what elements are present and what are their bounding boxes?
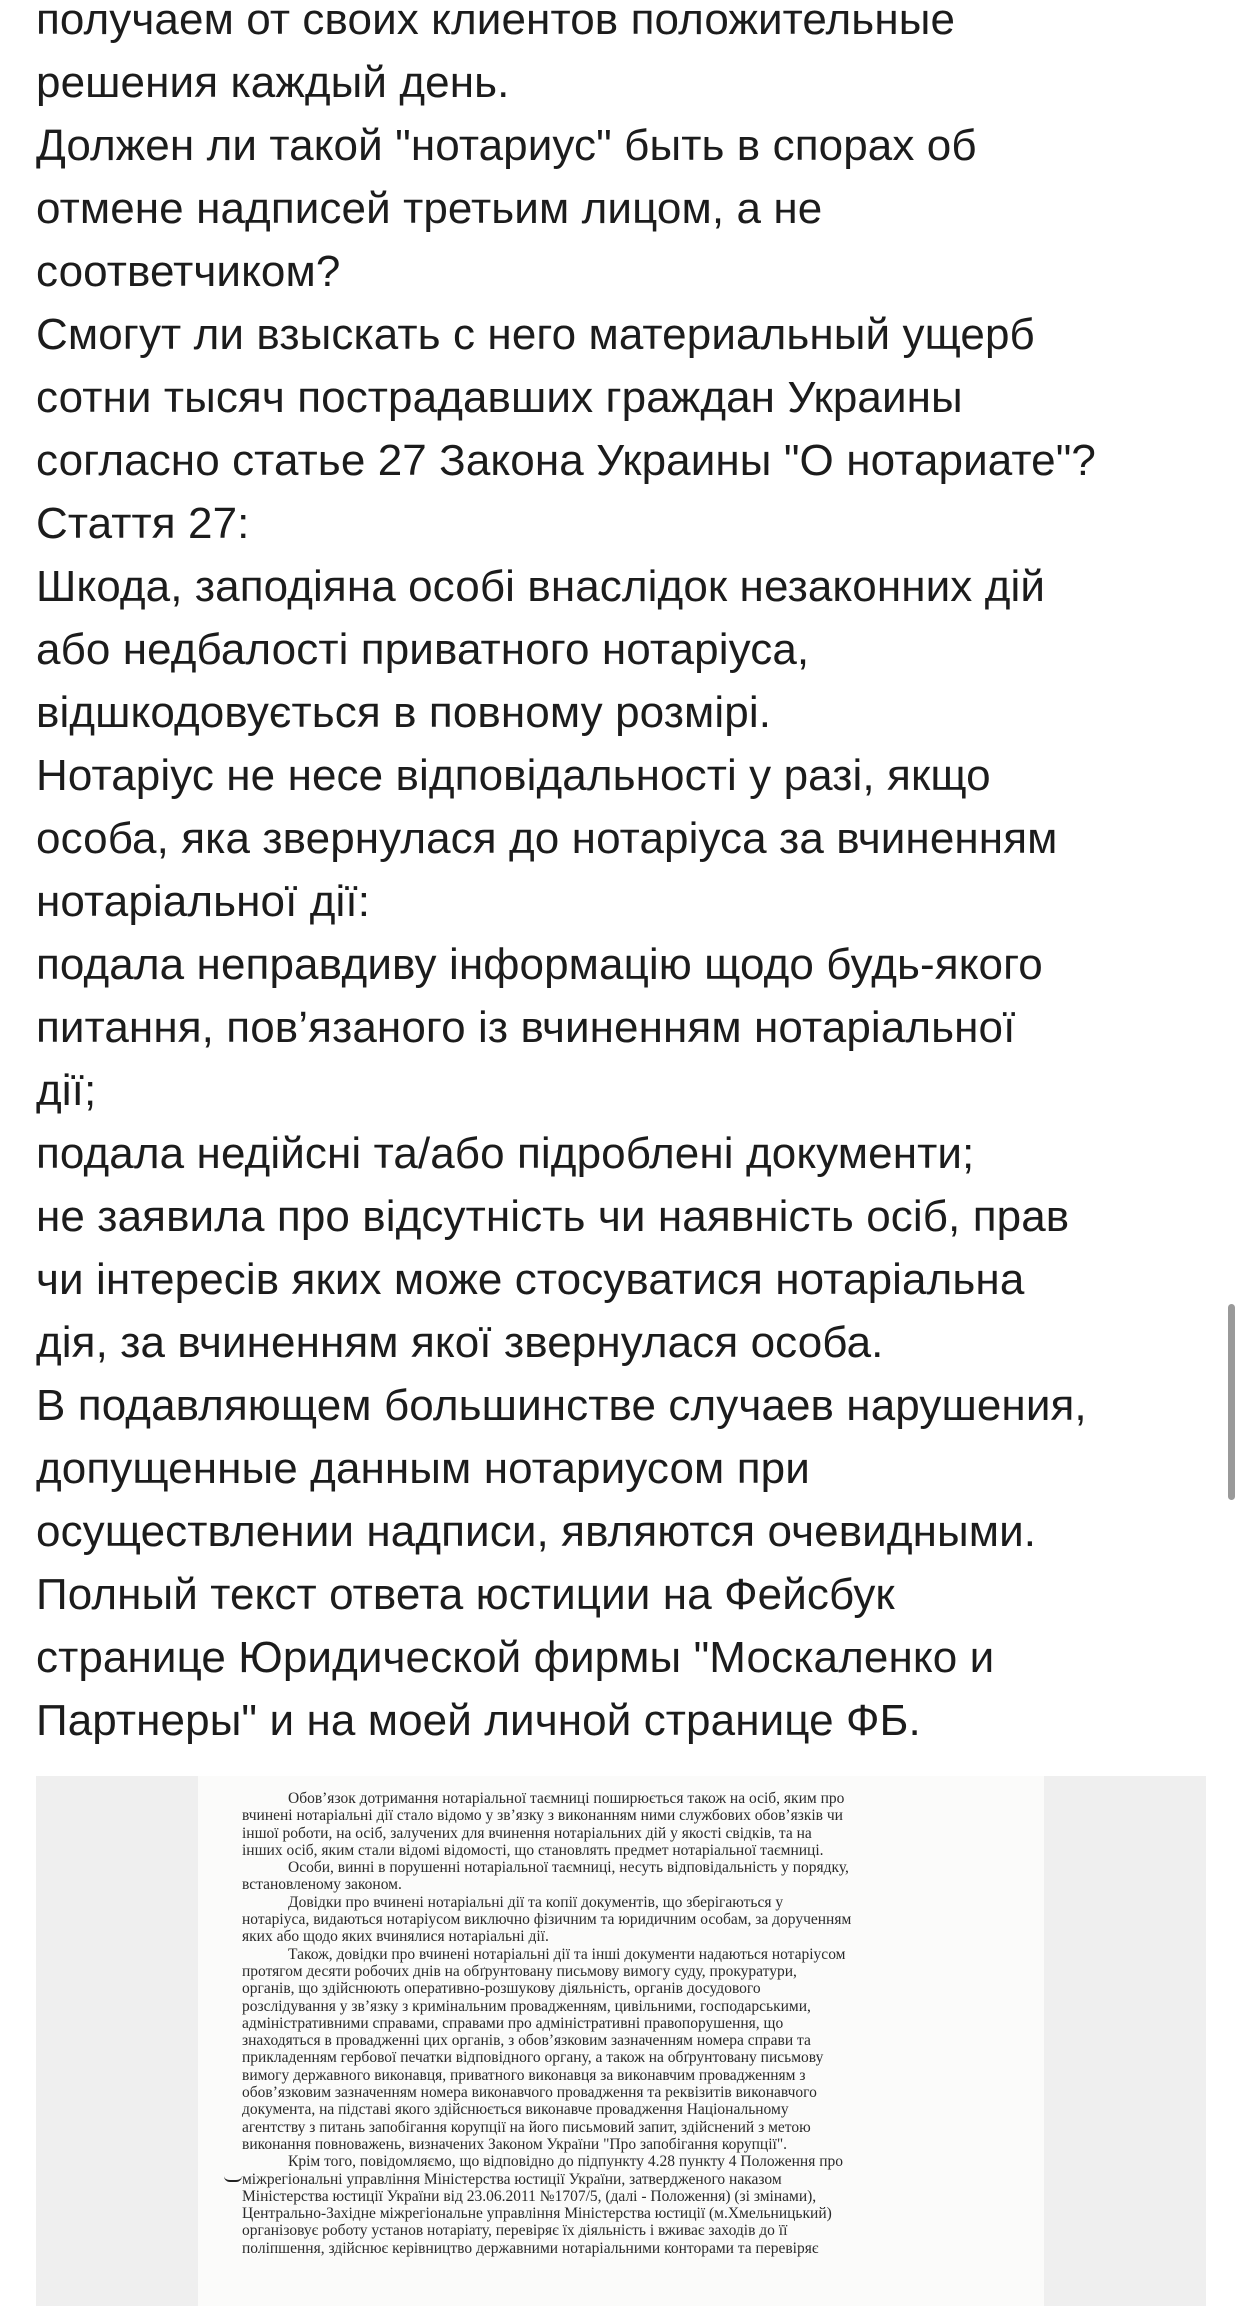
document-line: Довідки про вчинені нотаріальні дії та копії документів, що зберігаються у — [288, 1893, 784, 1911]
document-line: органів, що здійснюють оперативно-розшукову діяльність, органів досудового — [242, 1980, 761, 1998]
post-text-line: Полный текст ответа юстиции на Фейсбук — [36, 1570, 895, 1619]
post-text-line: дія, за вчиненням якої звернулася особа. — [36, 1318, 884, 1367]
document-line: документа, на підставі якого здійснюється виконавче провадження Національному — [242, 2101, 789, 2119]
scrollbar-thumb[interactable] — [1228, 1304, 1235, 1500]
post-text-line: не заявила про відсутність чи наявність осіб, прав — [36, 1192, 1070, 1241]
document-line: прикладенням гербової печатки відповідного органу, а також на обґрунтовану письмову — [242, 2049, 824, 2067]
document-line: Особи, винні в порушенні нотаріальної таємниці, несуть відповідальність у порядку, — [288, 1859, 849, 1877]
document-line: Крім того, повідомляємо, що відповідно до підпункту 4.28 пункту 4 Положення про — [288, 2153, 844, 2171]
scanned-document-text — [242, 1790, 1012, 2257]
post-text-line: дії; — [36, 1066, 97, 1115]
document-line: адміністративними справами, справами про адміністративні правопорушення, що — [242, 2014, 784, 2032]
document-line: вимогу державного виконавця, приватного виконавця за виконавчим провадженням з — [242, 2066, 806, 2084]
document-line: обов’язковим зазначенням номера виконавчого провадження та реквізитів виконавчого — [242, 2084, 817, 2102]
document-line: Міністерства юстиції України від 23.06.2011 №1707/5, (далі - Положення) (зі змінами), — [242, 2187, 817, 2205]
document-line: Обов’язок дотримання нотаріальної таємниці поширюється також на осіб, яким про — [288, 1790, 845, 1807]
post-text-line: В подавляющем большинстве случаев нарушения, — [36, 1381, 1087, 1430]
post-text-line: согласно статье 27 Закона Украины "О нотариате"? — [36, 436, 1097, 485]
post-text-line: осуществлении надписи, являются очевидными. — [36, 1507, 1037, 1556]
post-text-line: чи інтересів яких може стосуватися нотаріальна — [36, 1255, 1025, 1304]
scanned-document-page — [198, 1776, 1044, 2306]
post-text-line: відшкодовується в повному розмірі. — [36, 688, 772, 737]
post-text-line: получаем от своих клиентов положительные — [36, 0, 956, 44]
post-text-line: або недбалості приватного нотаріуса, — [36, 625, 810, 674]
post-text-line: Нотаріус не несе відповідальності у разі, якщо — [36, 751, 991, 800]
document-line: іншої роботи, на осіб, залучених для вчинення нотаріальних дій у якості свідків, та на — [242, 1824, 812, 1842]
post-text-line: странице Юридической фирмы "Москаленко и — [36, 1633, 995, 1682]
document-line: нотаріуса, видаються нотаріусом виключно фізичним та юридичним особам, за дорученням — [242, 1911, 852, 1929]
post-text-line: питання, пов’язаного із вчиненням нотаріальної — [36, 1003, 1016, 1052]
post-text-line: Смогут ли взыскать с него материальный ущерб — [36, 310, 1035, 359]
post-text-line: подала недійсні та/або підроблені документи; — [36, 1129, 975, 1178]
document-line: Також, довідки про вчинені нотаріальні дії та інші документи надаються нотаріусом — [288, 1945, 846, 1963]
post-text-line: Шкода, заподіяна особі внаслідок незаконних дій — [36, 562, 1046, 611]
post-text-line: Партнеры" и на моей личной странице ФБ. — [36, 1696, 921, 1745]
document-line: виконання повноважень, визначених Законом України "Про запобігання корупції". — [242, 2135, 788, 2153]
post-text-line: подала неправдиву інформацію щодо будь-якого — [36, 940, 1043, 989]
document-line: знаходяться в провадженні цих органів, з обов’язковим зазначенням номера справи та — [242, 2032, 811, 2050]
document-line: вчинені нотаріальні дії стало відомо у зв’язку з виконанням ними службових обов’язків чи — [242, 1807, 843, 1825]
document-line: встановленому законом. — [242, 1876, 402, 1894]
post-text-line: сотни тысяч пострадавших граждан Украины — [36, 373, 963, 422]
attached-document-image[interactable] — [36, 1776, 1206, 2306]
post-text-line: особа, яка звернулася до нотаріуса за вчиненням — [36, 814, 1058, 863]
post-body-text — [36, 0, 1216, 1752]
document-line: розслідування у зв’язку з кримінальним провадженням, цивільними, господарськими, — [242, 1997, 811, 2015]
document-line: протягом десяти робочих днів на обґрунтовану письмову вимогу суду, прокуратури, — [242, 1962, 797, 1980]
document-line: інших осіб, яким стали відомі відомості, що становлять предмет нотаріальної таємниці. — [242, 1841, 824, 1859]
document-line: яких або щодо яких вчинялися нотаріальні дії. — [242, 1928, 549, 1946]
post-text-line: Должен ли такой "нотариус" быть в спорах об — [36, 121, 977, 170]
pen-mark-icon — [224, 2176, 242, 2182]
post-text-line: решения каждый день. — [36, 58, 510, 107]
document-line: поліпшення, здійснює керівництво державними нотаріальними конторами та перевіряє — [242, 2239, 819, 2257]
post-text-line: нотаріальної дії: — [36, 877, 371, 926]
post-text-line: Стаття 27: — [36, 499, 250, 548]
post-text-line: допущенные данным нотариусом при — [36, 1444, 810, 1493]
document-line: Центрально-Західне міжрегіональне управління Міністерства юстиції (м.Хмельницький) — [242, 2205, 832, 2223]
document-line: міжрегіональні управління Міністерства юстиції України, затвердженого наказом — [242, 2170, 782, 2188]
document-line: організовує роботу установ нотаріату, перевіряє їх діяльність і вживає заходів до її — [242, 2222, 788, 2240]
post-text-line: отмене надписей третьим лицом, а не — [36, 184, 823, 233]
post-text-line: соответчиком? — [36, 247, 341, 296]
document-line: агентству з питань запобігання корупції на його письмовий запит, здійснений з метою — [242, 2118, 811, 2136]
